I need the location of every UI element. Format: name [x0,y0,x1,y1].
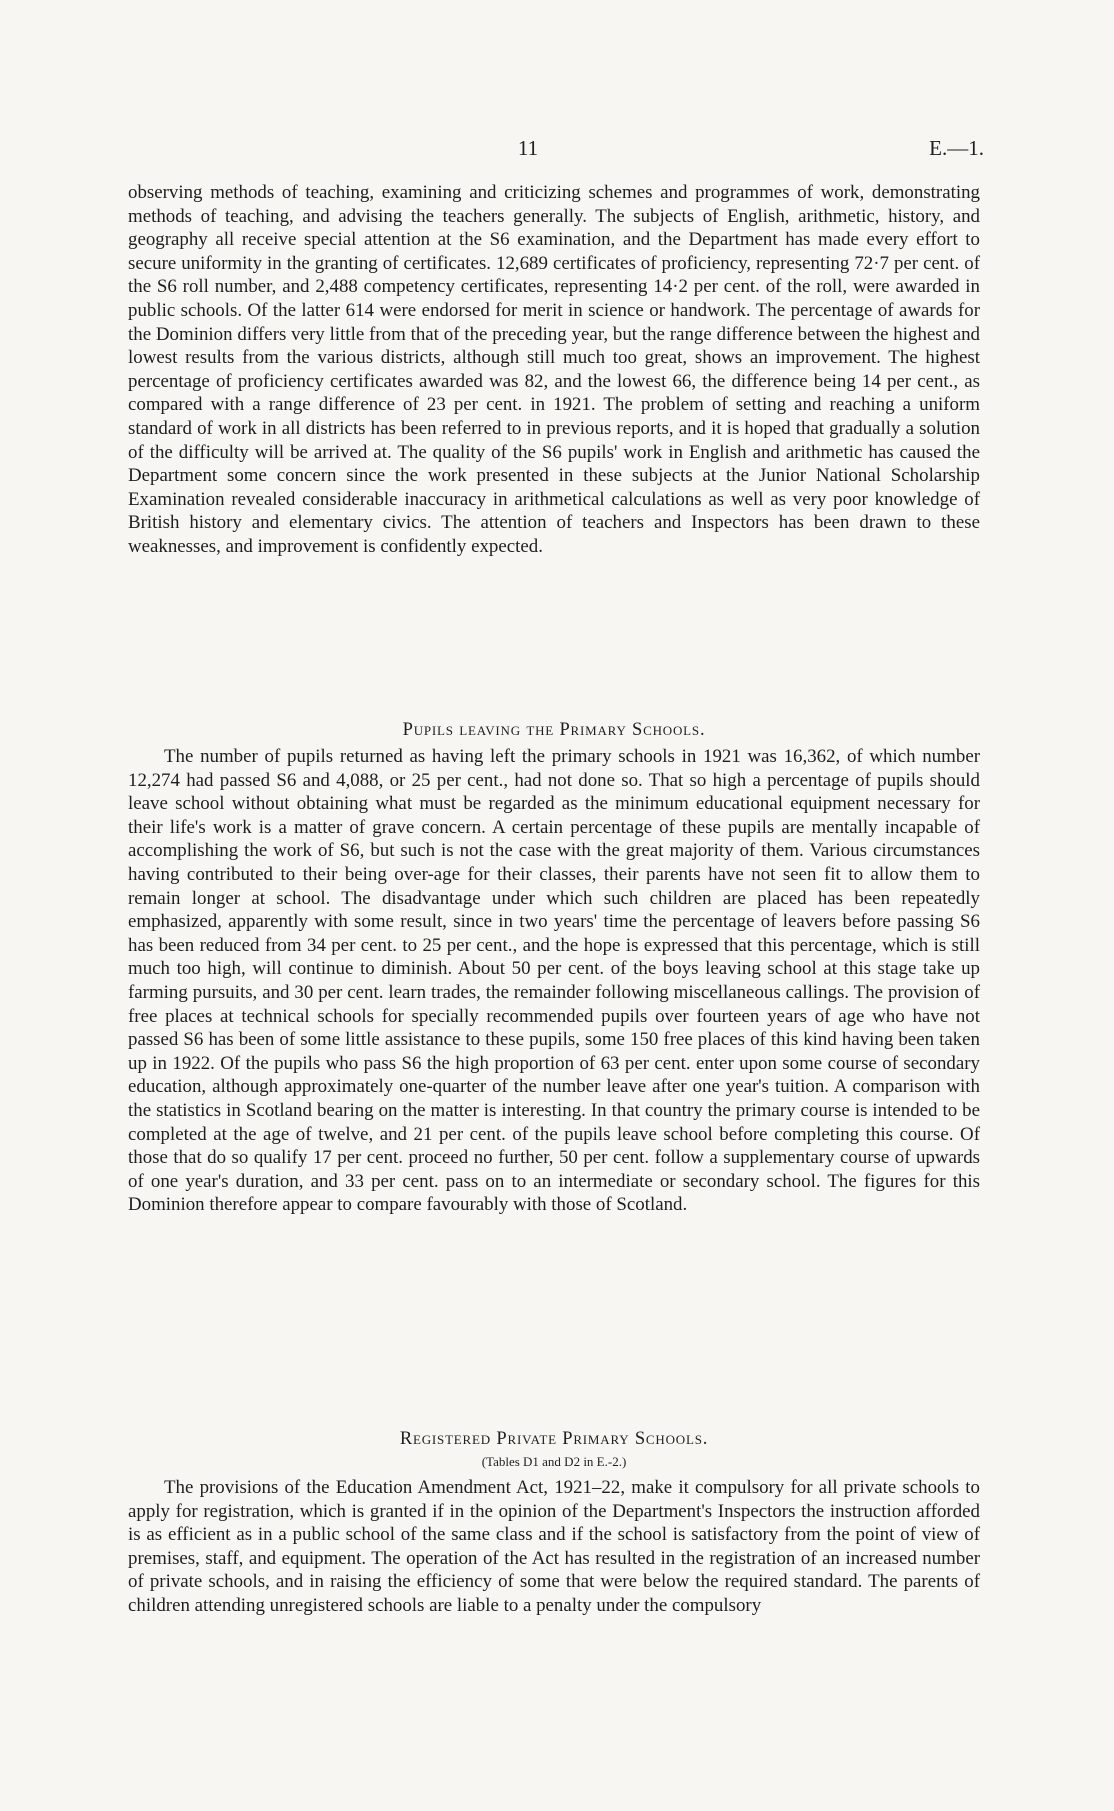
paragraph-pupils-leaving: The number of pupils returned as having left the primary schools in 1921 was 16,362, of which number 12,274 had passed S6 and 4,088, or 25 per cent., had not done so. That so high a percentage of pupils should leave school without obtaining what must be regarded as the minimum educational equipment necessary for their life's work is a matter of grave concern. A certain percentage of these pupils are mentally incapable of accomplishing the work of S6, but such is not the case with the great majority of them. Various circumstances having contributed to their being over-age for their classes, their parents have not seen fit to allow them to remain longer at school. The disadvantage under which such children are placed has been repeatedly emphasized, apparently with some result, since in two years' time the percentage of leavers before passing S6 has been reduced from 34 per cent. to 25 per cent., and the hope is expressed that this percentage, which is still much too high, will continue to diminish. About 50 per cent. of the boys leaving school at this stage take up farming pursuits, and 30 per cent. learn trades, the remainder following miscellaneous callings. The provision of free places at technical schools for specially recommended pupils over fourteen years of age who have not passed S6 has been of some little assistance to these pupils, some 150 free places of this kind having been taken up in 1922. Of the pupils who pass S6 the high proportion of 63 per cent. enter upon some course of secondary education, although approximately one-quarter of the number leave after one year's tuition. A comparison with the statistics in Scotland bearing on the matter is interesting. In that country the primary course is intended to be completed at the age of twelve, and 21 per cent. of the pupils leave school before completing this course. Of those that do so qualify 17 per cent. proceed no further, 50 per cent. follow a supplementary course of upwards of one year's duration, and 33 per cent. pass on to an intermediate or secondary school. The figures for this Dominion therefore appear to compare favourably with those of Scotland. [128,746,980,1216]
page-number: 11 [517,136,539,160]
body-column [128,181,980,559]
section-registered-private [128,1429,980,1618]
heading-registered-private: Registered Private Primary Schools. [399,1429,709,1449]
section-pupils-leaving [128,720,980,1217]
paragraph-teaching-methods: observing methods of teaching, examining and criticizing schemes and programmes of work, demonstrating methods of teaching, and advising the teachers generally. The subjects of English, arithmetic, history, and geography all receive special attention at the S6 examination, and the Department has made every effort to secure uniformity in the granting of certificates. 12,689 certificates of proficiency, representing 72·7 per cent. of the S6 roll number, and 2,488 competency certificates, representing 14·2 per cent. of the roll, were awarded in public schools. Of the latter 614 were endorsed for merit in science or handwork. The percentage of awards for the Dominion differs very little from that of the preceding year, but the range difference between the highest and lowest results from the various districts, although still much too great, shows an improvement. The highest percentage of proficiency certificates awarded was 82, and the lowest 66, the difference being 14 per cent., as compared with a range difference of 23 per cent. in 1921. The problem of setting and reaching a uniform standard of work in all districts has been referred to in previous reports, and it is hoped that gradually a solution of the difficulty will be arrived at. The quality of the S6 pupils' work in English and arithmetic has caused the Department some concern since the work presented in these subjects at the Junior National Scholarship Examination revealed considerable inaccuracy in arithmetical calculations as well as very poor knowledge of British history and elementary civics. The attention of teachers and Inspectors has been drawn to these weaknesses, and improvement is confidently expected. [128,182,980,557]
tables-note: (Tables D1 and D2 in E.-2.) [481,1454,627,1469]
heading-pupils-leaving: Pupils leaving the Primary Schools. [402,720,706,740]
paragraph-registered-private: The provisions of the Education Amendment Act, 1921–22, make it compulsory for all private schools to apply for registration, which is granted if in the opinion of the Department's Inspectors the instruction afforded is as efficient as in a public school of the same class and if the school is satisfactory from the point of view of premises, staff, and equipment. The operation of the Act has resulted in the registration of an increased number of private schools, and in raising the efficiency of some that were below the required standard. The parents of children attending unregistered schools are liable to a penalty under the compulsory [128,1477,980,1616]
series-code: E.—1. [929,136,984,160]
